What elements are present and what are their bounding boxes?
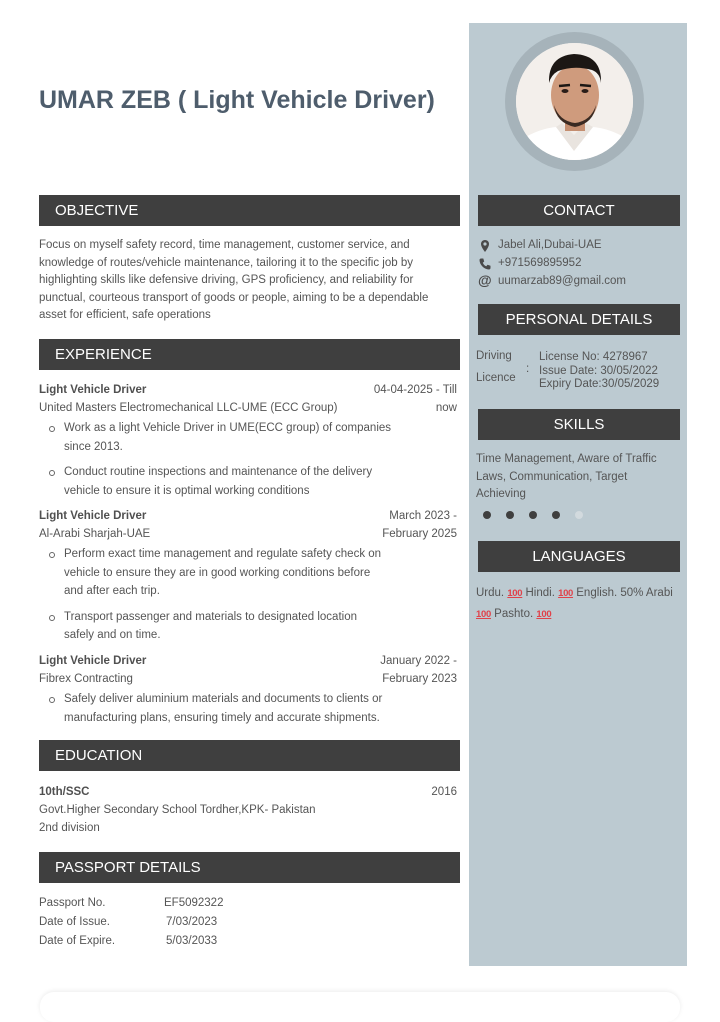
skill-dot-empty bbox=[575, 511, 583, 519]
profile-photo bbox=[516, 43, 633, 160]
job-date-end: February 2023 bbox=[382, 673, 457, 685]
job-company: Fibrex Contracting bbox=[39, 673, 133, 685]
contact-phone[interactable]: +971569895952 bbox=[498, 257, 582, 269]
job-title: Light Vehicle Driver bbox=[39, 384, 147, 396]
language-hindi: Hindi. bbox=[525, 587, 555, 599]
hundred-points-icon: 100 bbox=[558, 588, 574, 599]
language-pashto: Pashto. bbox=[494, 608, 534, 620]
language-urdu: Urdu. bbox=[476, 587, 505, 599]
passport-issue-value: 7/03/2023 bbox=[166, 916, 218, 928]
next-page-edge bbox=[40, 992, 680, 1022]
objective-line: knowledge of routes/vehicle maintenance, tailoring it to the specific job by bbox=[39, 256, 413, 269]
candidate-name: UMAR ZEB ( Light Vehicle Driver) bbox=[39, 86, 435, 114]
education-school: Govt.Higher Secondary School Tordher,KPK- Pakistan bbox=[39, 804, 316, 816]
objective-line: Focus on myself safety record, time management, customer service, and bbox=[39, 239, 410, 251]
job-title: Light Vehicle Driver bbox=[39, 655, 147, 667]
hundred-points-icon: 100 bbox=[476, 609, 491, 620]
objective-line: highlighting skills like defensive driving, GPS proficiency, and reliability for bbox=[39, 274, 414, 286]
job-date-end: now bbox=[435, 402, 457, 414]
job-company: Al-Arabi Sharjah-UAE bbox=[39, 528, 151, 540]
job-date-start: 04-04-2025 - Till bbox=[373, 384, 457, 396]
bullet-line: Work as a light Vehicle Driver in UME(ECC group) of companies bbox=[64, 422, 392, 434]
contact-location: Jabel Ali,Dubai-UAE bbox=[498, 239, 602, 251]
skill-dot-filled bbox=[506, 511, 514, 519]
skill-dot-filled bbox=[529, 511, 537, 519]
license-issue-date: Issue Date: 30/05/2022 bbox=[539, 364, 658, 377]
passport-no-value: EF5092322 bbox=[164, 897, 224, 909]
job-date-start: January 2022 - bbox=[380, 655, 457, 667]
bullet-line: manufacturing plans, ensuring timely and accurate shipments. bbox=[64, 711, 380, 724]
contact-email[interactable]: uumarzab89@gmail.com bbox=[498, 275, 627, 287]
skills-line: Time Management, Aware of Traffic bbox=[476, 453, 657, 465]
experience-header: EXPERIENCE bbox=[39, 339, 460, 370]
licence-separator: : bbox=[526, 363, 530, 375]
job-bullet bbox=[39, 419, 439, 456]
language-english-arabic: English. 50% Arabi bbox=[576, 587, 673, 599]
driving-label: Driving bbox=[476, 350, 512, 362]
job-date-end: February 2025 bbox=[382, 528, 457, 540]
skill-dot-filled bbox=[552, 511, 560, 519]
passport-no-label: Passport No. bbox=[39, 897, 106, 909]
phone-icon bbox=[478, 257, 492, 271]
job-bullet bbox=[39, 608, 439, 645]
languages-line-1 bbox=[476, 587, 673, 599]
education-division: 2nd division bbox=[39, 822, 100, 834]
job-bullets bbox=[39, 419, 439, 507]
bullet-line: vehicle to ensure they are in good working conditions before bbox=[64, 566, 371, 579]
objective-header: OBJECTIVE bbox=[39, 195, 460, 226]
job-title: Light Vehicle Driver bbox=[39, 510, 147, 522]
skills-line: Laws, Communication, Target bbox=[476, 470, 628, 483]
objective-text bbox=[39, 237, 464, 325]
hundred-points-icon: 100 bbox=[507, 588, 523, 599]
languages-line-2 bbox=[476, 608, 551, 620]
passport-issue-label: Date of Issue. bbox=[39, 916, 110, 928]
bullet-line: Safely deliver aluminium materials and documents to clients or bbox=[64, 693, 383, 705]
bullet-line: Transport passenger and materials to designated location bbox=[64, 610, 357, 623]
job-bullet bbox=[39, 690, 439, 727]
bullet-line: since 2013. bbox=[64, 440, 123, 453]
passport-expire-label: Date of Expire. bbox=[39, 935, 116, 947]
license-expiry-date: Expiry Date:30/05/2029 bbox=[539, 378, 660, 390]
objective-line: punctual, courteous transport of goods or people, aiming to be a dependable bbox=[39, 291, 429, 304]
education-degree: 10th/SSC bbox=[39, 786, 90, 798]
job-company: United Masters Electromechanical LLC-UME (ECC Group) bbox=[39, 402, 338, 414]
licence-details bbox=[539, 351, 659, 392]
license-number: License No: 4278967 bbox=[539, 351, 648, 363]
bullet-line: Perform exact time management and regulate safety check on bbox=[64, 548, 382, 560]
languages-header: LANGUAGES bbox=[478, 541, 680, 572]
bullet-line: Conduct routine inspections and maintenance of the delivery bbox=[64, 466, 373, 478]
job-bullet bbox=[39, 545, 439, 601]
passport-header: PASSPORT DETAILS bbox=[39, 852, 460, 883]
job-bullets bbox=[39, 545, 439, 652]
education-header: EDUCATION bbox=[39, 740, 460, 771]
job-bullet bbox=[39, 463, 439, 500]
bullet-line: and after each trip. bbox=[64, 585, 160, 597]
bullet-line: vehicle to ensure it is optimal working conditions bbox=[64, 484, 310, 497]
job-date-start: March 2023 - bbox=[389, 510, 457, 522]
job-bullets bbox=[39, 690, 439, 734]
skills-text bbox=[476, 451, 657, 504]
personal-header: PERSONAL DETAILS bbox=[478, 304, 680, 335]
licence-label: Licence bbox=[476, 372, 516, 384]
education-year: 2016 bbox=[431, 786, 457, 798]
contact-header: CONTACT bbox=[478, 195, 680, 226]
map-pin-icon bbox=[478, 239, 492, 253]
skills-line: Achieving bbox=[476, 488, 526, 500]
skill-dot-filled bbox=[483, 511, 491, 519]
at-sign-icon: @ bbox=[478, 272, 492, 288]
hundred-points-icon: 100 bbox=[536, 609, 552, 620]
passport-expire-value: 5/03/2033 bbox=[166, 935, 218, 947]
skills-header: SKILLS bbox=[478, 409, 680, 440]
bullet-line: safely and on time. bbox=[64, 629, 161, 641]
objective-line: asset for efficient, safe operations bbox=[39, 309, 211, 321]
